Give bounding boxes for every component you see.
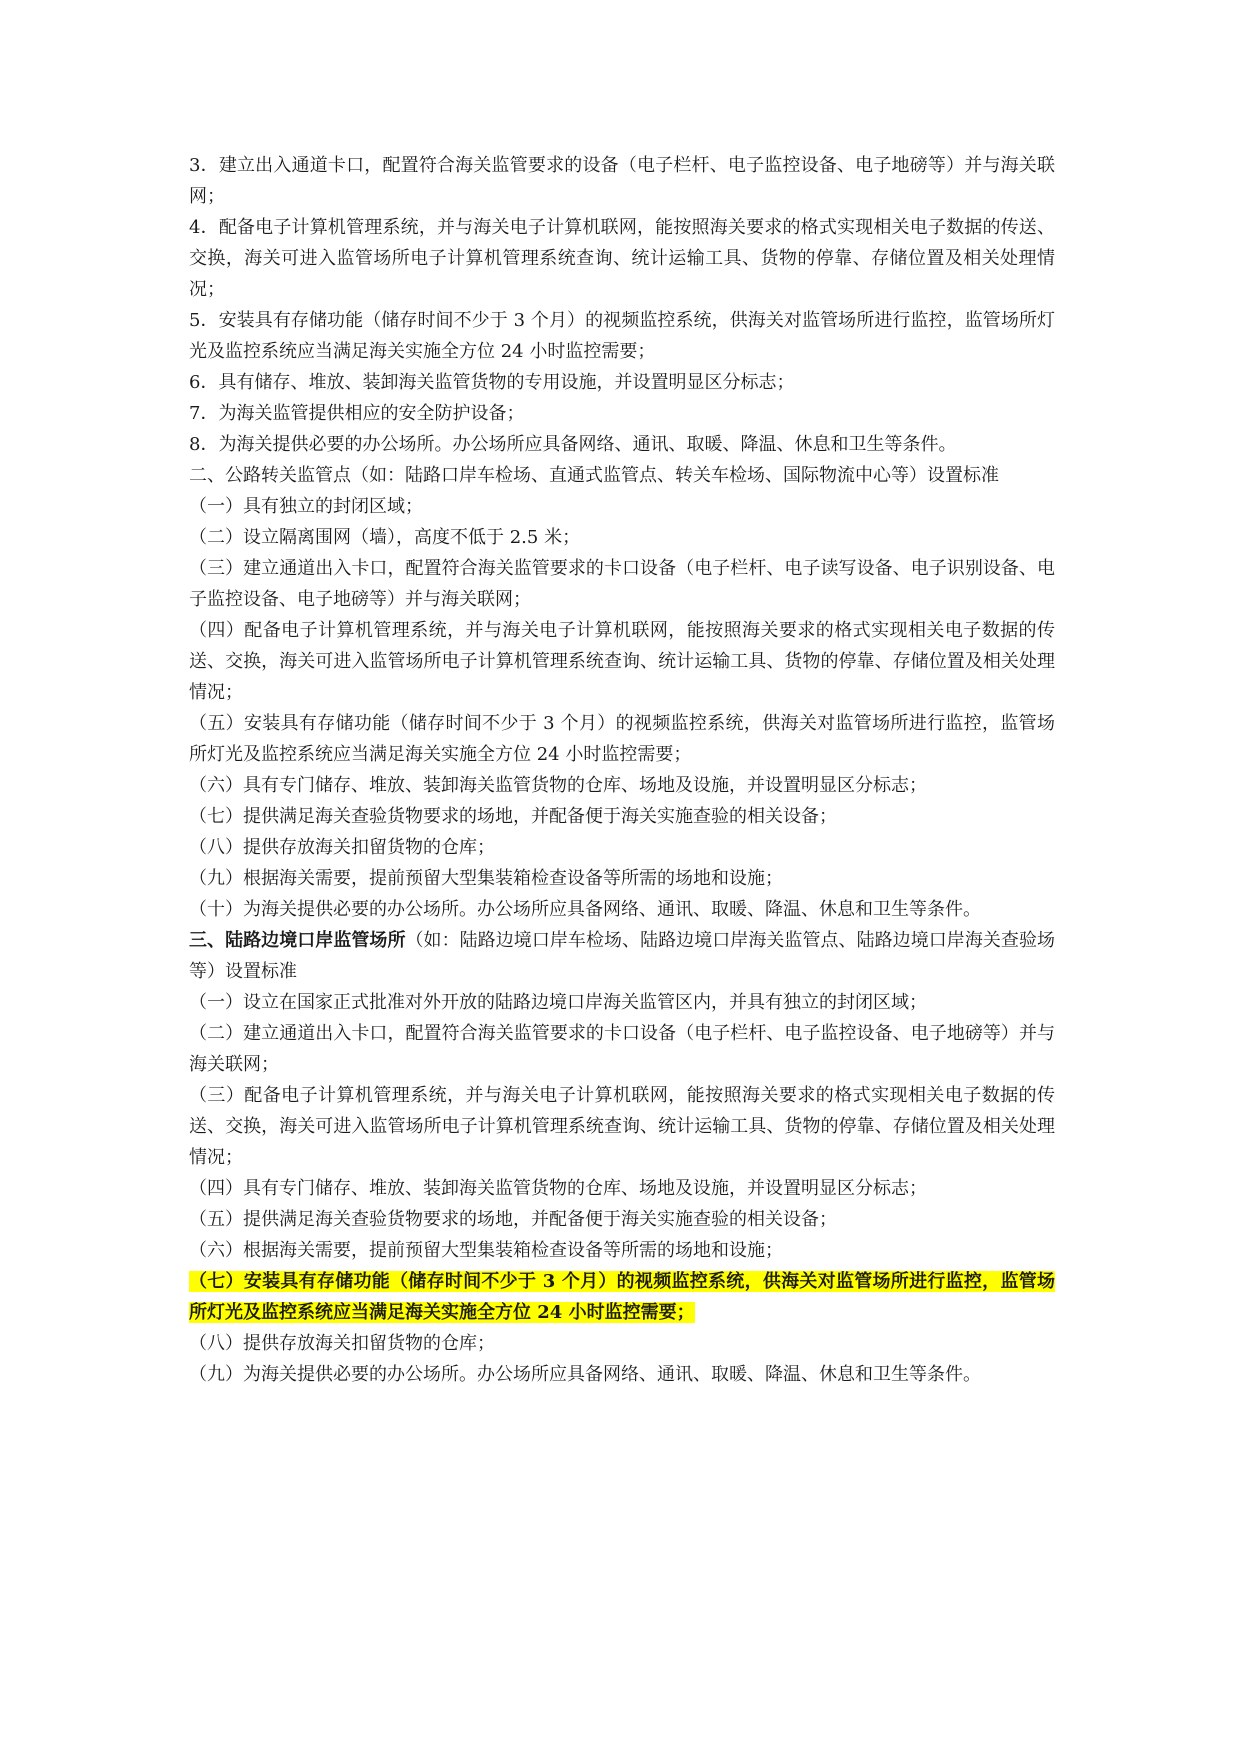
document-body <box>189 150 1055 1390</box>
section-3-item-2: （二）建立通道出入卡口，配置符合海关监管要求的卡口设备（电子栏杆、电子监控设备、电子地磅等）并与海关联网； <box>189 1023 1055 1075</box>
section-2-item-4: （四）配备电子计算机管理系统，并与海关电子计算机联网，能按照海关要求的格式实现相关电子数据的传送、交换，海关可进入监管场所电子计算机管理系统查询、统计运输工具、货物的停靠、存储位置及相关处理情况； <box>189 620 1055 703</box>
section-2-item-2: （二）设立隔离围网（墙），高度不低于 2.5 米； <box>189 527 581 548</box>
paragraph-item-7: 7．为海关监管提供相应的安全防护设备； <box>189 403 525 424</box>
section-2-item-1: （一）具有独立的封闭区域； <box>189 496 423 517</box>
paragraph-item-8: 8．为海关提供必要的办公场所。办公场所应具备网络、通讯、取暖、降温、休息和卫生等条件。 <box>189 434 957 455</box>
section-3-item-1: （一）设立在国家正式批准对外开放的陆路边境口岸海关监管区内，并具有独立的封闭区域； <box>189 992 927 1013</box>
section-3-item-8: （八）提供存放海关扣留货物的仓库； <box>189 1333 495 1354</box>
section-2-item-3: （三）建立通道出入卡口，配置符合海关监管要求的卡口设备（电子栏杆、电子读写设备、电子识别设备、电子监控设备、电子地磅等）并与海关联网； <box>189 558 1055 610</box>
section-2-item-5: （五）安装具有存储功能（储存时间不少于 3 个月）的视频监控系统，供海关对监管场所进行监控，监管场所灯光及监控系统应当满足海关实施全方位 24 小时监控需要； <box>189 713 1055 765</box>
section-2-item-7: （七）提供满足海关查验货物要求的场地，并配备便于海关实施查验的相关设备； <box>189 806 837 827</box>
section-3-item-3: （三）配备电子计算机管理系统，并与海关电子计算机联网，能按照海关要求的格式实现相关电子数据的传送、交换，海关可进入监管场所电子计算机管理系统查询、统计运输工具、货物的停靠、存储位置及相关处理情况； <box>189 1085 1055 1168</box>
section-3-item-5: （五）提供满足海关查验货物要求的场地，并配备便于海关实施查验的相关设备； <box>189 1209 837 1230</box>
section-3-item-9: （九）为海关提供必要的办公场所。办公场所应具备网络、通讯、取暖、降温、休息和卫生等条件。 <box>189 1364 981 1385</box>
paragraph-item-6: 6．具有储存、堆放、装卸海关监管货物的专用设施，并设置明显区分标志； <box>189 372 795 393</box>
section-3-item-7-highlighted <box>189 1266 1055 1328</box>
section-3-item-4: （四）具有专门储存、堆放、装卸海关监管货物的仓库、场地及设施，并设置明显区分标志； <box>189 1178 927 1199</box>
paragraph-item-5: 5．安装具有存储功能（储存时间不少于 3 个月）的视频监控系统，供海关对监管场所进行监控，监管场所灯光及监控系统应当满足海关实施全方位 24 小时监控需要； <box>189 310 1055 362</box>
section-3-item-6: （六）根据海关需要，提前预留大型集装箱检查设备等所需的场地和设施； <box>189 1240 783 1261</box>
section-3-heading <box>189 925 1055 987</box>
paragraph-item-4: 4．配备电子计算机管理系统，并与海关电子计算机联网，能按照海关要求的格式实现相关电子数据的传送、交换，海关可进入监管场所电子计算机管理系统查询、统计运输工具、货物的停靠、存储位置及相关处理情况； <box>189 217 1055 300</box>
section-3-heading-rest: （如：陆路边境口岸车检场、陆路边境口岸海关监管点、陆路边境口岸海关查验场等）设置标准 <box>189 930 1056 982</box>
paragraph-item-3: 3．建立出入通道卡口，配置符合海关监管要求的设备（电子栏杆、电子监控设备、电子地磅等）并与海关联网； <box>189 155 1055 207</box>
section-3-heading-bold: 三、陆路边境口岸监管场所 <box>189 930 406 951</box>
section-2-item-8: （八）提供存放海关扣留货物的仓库； <box>189 837 495 858</box>
highlighted-text: （七）安装具有存储功能（储存时间不少于 3 个月）的视频监控系统，供海关对监管场所进行监控，监管场所灯光及监控系统应当满足海关实施全方位 24 小时监控需要； <box>189 1271 1055 1323</box>
section-2-item-10: （十）为海关提供必要的办公场所。办公场所应具备网络、通讯、取暖、降温、休息和卫生等条件。 <box>189 899 981 920</box>
section-2-item-6: （六）具有专门储存、堆放、装卸海关监管货物的仓库、场地及设施，并设置明显区分标志； <box>189 775 927 796</box>
section-2-item-9: （九）根据海关需要，提前预留大型集装箱检查设备等所需的场地和设施； <box>189 868 783 889</box>
section-2-heading: 二、公路转关监管点（如：陆路口岸车检场、直通式监管点、转关车检场、国际物流中心等）设置标准 <box>189 465 999 486</box>
